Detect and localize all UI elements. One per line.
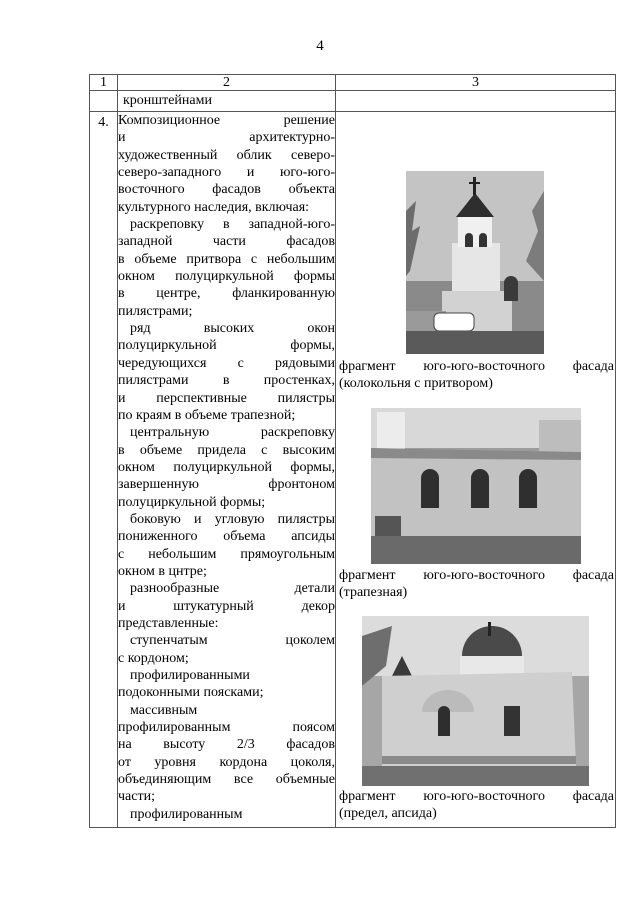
header-cell-3: 3 <box>336 75 616 91</box>
continuation-row <box>90 91 616 112</box>
text-line: с небольшим прямоугольным <box>118 546 335 562</box>
text-line: представленные: <box>118 615 219 631</box>
text-line: пилястрами; <box>118 303 193 319</box>
text-line: ступенчатым цоколем <box>130 633 335 649</box>
text-line: массивным <box>130 702 198 718</box>
figure-caption <box>339 358 614 392</box>
text-line: ряд высоких окон <box>130 321 335 337</box>
text-line: культурного наследия, включая: <box>118 199 310 215</box>
caption-line: фрагмент юго-юго-восточного фасада <box>339 568 614 583</box>
photo-bell-tower <box>406 171 544 354</box>
text-line: раскреповку в западной-юго- <box>130 217 335 233</box>
text-line: художественный облик северо- <box>118 147 335 163</box>
text-line: полуциркульной формы; <box>118 494 266 510</box>
header-cell-2: 2 <box>118 75 336 91</box>
text-line: и штукатурный декор <box>118 598 335 614</box>
text-line: и перспективные пилястры <box>118 390 335 406</box>
text-line: на высоту 2/3 фасадов <box>118 737 335 753</box>
text-line: с кордоном; <box>118 650 189 666</box>
text-line: восточного фасадов объекта <box>118 182 335 198</box>
text-line: окном полуциркульной формы <box>118 269 335 285</box>
figure-caption <box>339 788 614 822</box>
text-line: в объеме притвора с небольшим <box>118 251 335 267</box>
text-line: центральную раскреповку <box>130 425 335 441</box>
text-line: завершенную фронтоном <box>118 477 335 493</box>
row-description <box>118 112 336 828</box>
text-line: полуциркульной формы, <box>118 338 335 354</box>
text-line: пилястрами в простенках, <box>118 373 335 389</box>
text-line: окном в цнтре; <box>118 563 207 579</box>
text-line: боковую и угловую пилястры <box>130 511 335 527</box>
photo-refectory <box>371 408 581 564</box>
continuation-text: кронштейнами <box>118 91 336 112</box>
text-line: профилированными <box>130 668 250 683</box>
page-number: 4 <box>316 38 324 54</box>
text-line: профилированным поясом <box>118 720 335 736</box>
text-line: и архитектурно- <box>118 130 335 146</box>
text-line: в центре, фланкированную <box>118 286 335 302</box>
monument-description-table <box>89 74 616 828</box>
text-line: западной части фасадов <box>118 234 335 250</box>
header-cell-1: 1 <box>90 75 118 91</box>
text-line: профилированным <box>130 806 243 822</box>
caption-line: фрагмент юго-юго-восточного фасада <box>339 359 614 374</box>
text-line: части; <box>118 789 155 805</box>
text-line: окном полуциркульной формы, <box>118 459 335 475</box>
text-line: пониженного объема апсиды <box>118 529 335 545</box>
text-line: Композиционное решение <box>118 113 335 128</box>
figures-cell <box>336 112 616 828</box>
table-row <box>90 112 616 828</box>
caption-line: (колокольня с притвором) <box>339 376 493 391</box>
text-line: разнообразные детали <box>130 581 335 597</box>
text-line: чередующихся с рядовыми <box>118 355 335 371</box>
header-row <box>90 75 616 91</box>
caption-line: (трапезная) <box>339 585 408 600</box>
text-line: северо-западного и юго-юго- <box>118 165 335 181</box>
text-line: по краям в объеме трапезной; <box>118 407 296 423</box>
figure-caption <box>339 567 614 601</box>
photo-side-chapel-apse <box>362 616 589 786</box>
row-number: 4. <box>90 112 118 828</box>
caption-line: фрагмент юго-юго-восточного фасада <box>339 789 614 804</box>
text-line: в объеме придела с высоким <box>118 442 335 458</box>
caption-line: (предел, апсида) <box>339 806 437 821</box>
text-line: объединяющим все объемные <box>118 772 335 788</box>
text-line: подоконными поясками; <box>118 685 264 701</box>
text-line: от уровня кордона цоколя, <box>118 754 335 770</box>
